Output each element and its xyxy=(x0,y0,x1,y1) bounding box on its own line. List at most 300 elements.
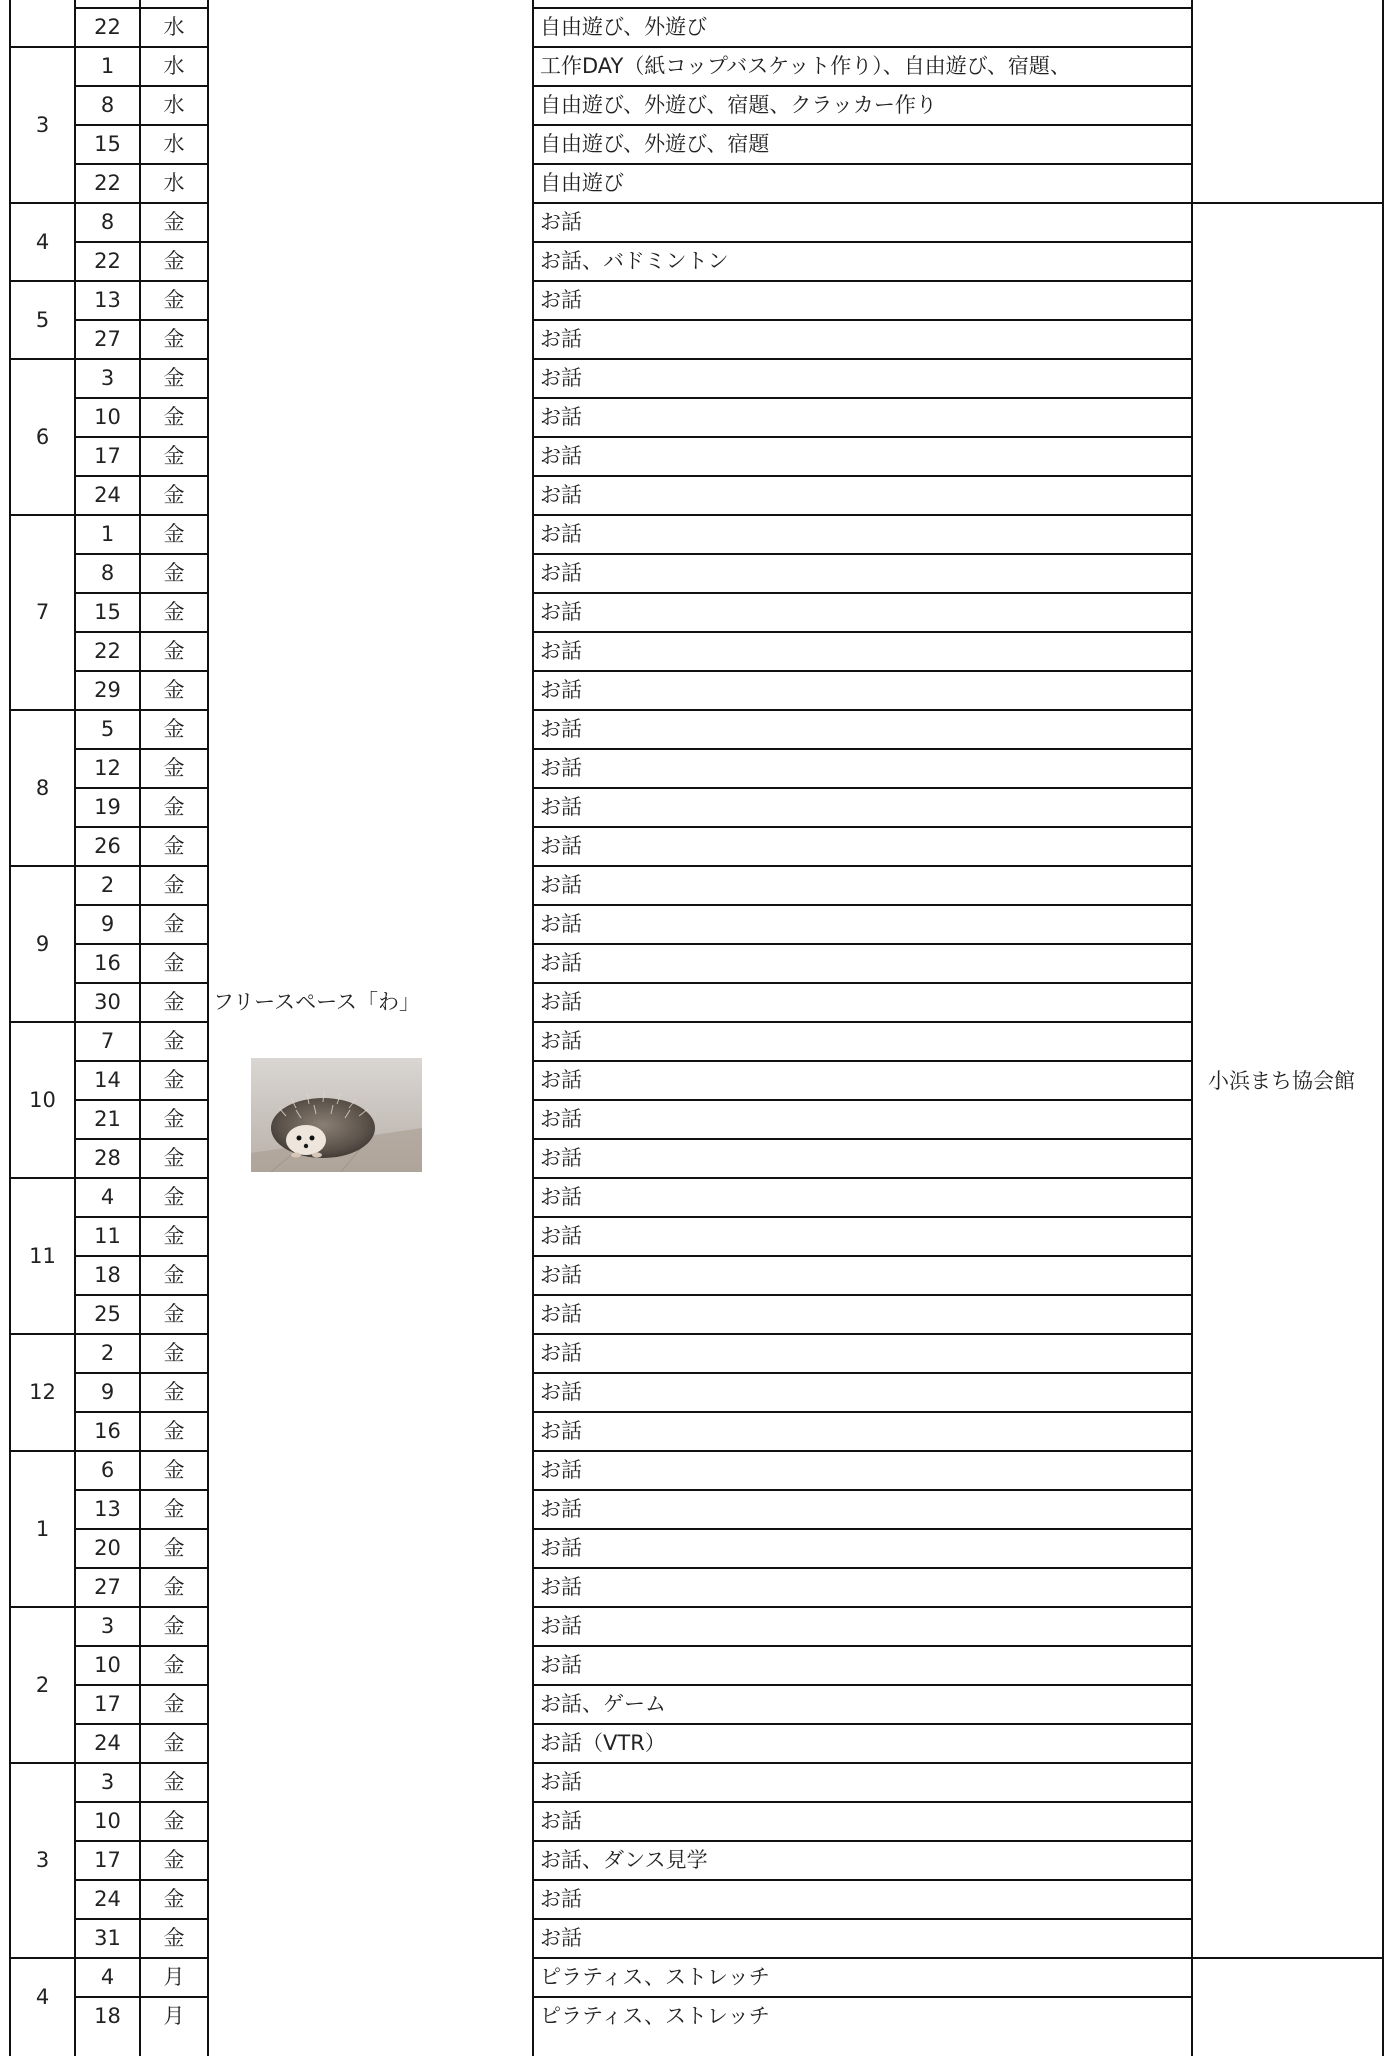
weekday-cell: 金 xyxy=(163,1029,185,1053)
row-divider xyxy=(75,865,208,867)
row-divider xyxy=(533,826,1192,828)
row-divider xyxy=(533,1216,1192,1218)
row-divider xyxy=(75,1255,208,1257)
column-divider xyxy=(532,0,534,2056)
day-cell: 29 xyxy=(94,678,121,702)
row-divider xyxy=(75,475,208,477)
activity-cell: お話 xyxy=(540,1302,582,1326)
row-divider xyxy=(533,319,1192,321)
day-cell: 17 xyxy=(94,1848,121,1872)
month-divider xyxy=(10,1177,75,1179)
month-divider xyxy=(10,709,75,711)
month-cell: 3 xyxy=(35,112,50,137)
row-divider xyxy=(533,124,1192,126)
month-divider xyxy=(10,1021,75,1023)
weekday-cell: 金 xyxy=(163,1536,185,1560)
activity-cell: お話、ゲーム xyxy=(540,1692,666,1716)
day-cell: 2 xyxy=(100,1341,115,1365)
day-cell: 7 xyxy=(100,1029,115,1053)
activity-cell: お話 xyxy=(540,1029,582,1053)
day-cell: 15 xyxy=(94,132,121,156)
day-cell: 3 xyxy=(100,1614,115,1638)
month-divider xyxy=(10,46,75,48)
row-divider xyxy=(533,787,1192,789)
row-divider xyxy=(75,85,208,87)
activity-cell: お話 xyxy=(540,639,582,663)
weekday-cell: 金 xyxy=(163,1380,185,1404)
weekday-cell: 金 xyxy=(163,717,185,741)
weekday-cell: 水 xyxy=(163,93,185,117)
row-divider xyxy=(533,1528,1192,1530)
activity-cell: お話 xyxy=(540,1185,582,1209)
row-divider xyxy=(75,1762,208,1764)
activity-cell: お話 xyxy=(540,912,582,936)
row-divider xyxy=(75,514,208,516)
activity-cell: お話 xyxy=(540,834,582,858)
row-divider xyxy=(533,1957,1192,1959)
activity-cell: お話 xyxy=(540,1146,582,1170)
weekday-cell: 金 xyxy=(163,1809,185,1833)
day-cell: 30 xyxy=(94,990,121,1014)
column-divider xyxy=(9,0,11,2056)
day-cell: 22 xyxy=(94,15,121,39)
activity-cell: お話 xyxy=(540,1575,582,1599)
weekday-cell: 金 xyxy=(163,366,185,390)
month-cell: 12 xyxy=(29,1380,56,1404)
row-divider xyxy=(533,982,1192,984)
weekday-cell: 金 xyxy=(163,1146,185,1170)
day-cell: 9 xyxy=(100,1380,115,1404)
day-cell: 13 xyxy=(94,1497,121,1521)
weekday-cell: 金 xyxy=(163,522,185,546)
month-cell: 10 xyxy=(29,1087,56,1112)
row-divider xyxy=(75,670,208,672)
row-divider xyxy=(75,748,208,750)
weekday-cell: 金 xyxy=(163,249,185,273)
row-divider xyxy=(533,1060,1192,1062)
day-cell: 10 xyxy=(94,405,121,429)
month-cell: 4 xyxy=(35,229,50,254)
activity-cell: お話 xyxy=(540,795,582,819)
row-divider xyxy=(533,163,1192,165)
month-divider xyxy=(10,1333,75,1335)
weekday-cell: 金 xyxy=(163,1692,185,1716)
weekday-cell: 金 xyxy=(163,1224,185,1248)
weekday-cell: 金 xyxy=(163,600,185,624)
day-cell: 24 xyxy=(94,483,121,507)
day-cell: 20 xyxy=(94,1536,121,1560)
day-cell: 21 xyxy=(94,1107,121,1131)
month-cell: 5 xyxy=(35,307,50,332)
day-cell: 4 xyxy=(100,1185,115,1209)
row-divider xyxy=(75,436,208,438)
weekday-cell: 金 xyxy=(163,1107,185,1131)
day-cell: 12 xyxy=(94,756,121,780)
day-cell: 10 xyxy=(94,1809,121,1833)
weekday-cell: 金 xyxy=(163,756,185,780)
activity-cell: 自由遊び xyxy=(540,171,624,195)
row-divider xyxy=(533,1840,1192,1842)
row-divider xyxy=(533,1606,1192,1608)
row-divider xyxy=(533,1918,1192,1920)
weekday-cell: 金 xyxy=(163,639,185,663)
row-divider xyxy=(75,1450,208,1452)
weekday-cell: 金 xyxy=(163,1575,185,1599)
row-divider xyxy=(75,1099,208,1101)
day-cell: 1 xyxy=(100,54,115,78)
day-cell: 27 xyxy=(94,1575,121,1599)
row-divider xyxy=(75,1996,208,1998)
row-divider xyxy=(75,1840,208,1842)
activity-cell: お話 xyxy=(540,1224,582,1248)
activity-cell: お話 xyxy=(540,1926,582,1950)
activity-cell: お話 xyxy=(540,327,582,351)
row-divider xyxy=(75,1567,208,1569)
activity-cell: お話 xyxy=(540,366,582,390)
row-divider xyxy=(75,1723,208,1725)
weekday-cell: 水 xyxy=(163,15,185,39)
weekday-cell: 金 xyxy=(163,1185,185,1209)
activity-cell: お話 xyxy=(540,288,582,312)
weekday-cell: 金 xyxy=(163,210,185,234)
activity-cell: 自由遊び、外遊び、宿題、クラッカー作り xyxy=(540,93,937,117)
activity-cell: お話 xyxy=(540,756,582,780)
row-divider xyxy=(75,397,208,399)
row-divider xyxy=(75,1333,208,1335)
row-divider xyxy=(75,1801,208,1803)
row-divider xyxy=(533,1411,1192,1413)
row-divider xyxy=(533,397,1192,399)
weekday-cell: 金 xyxy=(163,1341,185,1365)
month-divider xyxy=(10,1606,75,1608)
row-divider xyxy=(75,982,208,984)
weekday-cell: 金 xyxy=(163,444,185,468)
month-divider xyxy=(10,202,75,204)
month-divider xyxy=(10,1957,75,1959)
weekday-cell: 金 xyxy=(163,483,185,507)
month-cell: 7 xyxy=(35,600,50,624)
row-divider xyxy=(75,46,208,48)
row-divider xyxy=(533,1879,1192,1881)
month-divider xyxy=(10,1450,75,1452)
row-divider xyxy=(533,1723,1192,1725)
row-divider xyxy=(75,1216,208,1218)
weekday-cell: 月 xyxy=(163,1965,185,1989)
row-divider xyxy=(75,787,208,789)
weekday-cell: 水 xyxy=(163,132,185,156)
month-cell: 8 xyxy=(35,775,50,800)
row-divider xyxy=(75,943,208,945)
row-divider xyxy=(75,358,208,360)
row-divider xyxy=(533,1294,1192,1296)
activity-cell: お話 xyxy=(540,1341,582,1365)
month-divider xyxy=(10,1762,75,1764)
activity-cell: ピラティス、ストレッチ xyxy=(540,1965,770,1989)
weekday-cell: 金 xyxy=(163,1926,185,1950)
month-cell: 4 xyxy=(35,1984,50,2009)
activity-cell: お話（VTR） xyxy=(540,1731,666,1755)
row-divider xyxy=(533,241,1192,243)
row-divider xyxy=(75,631,208,633)
row-divider xyxy=(75,826,208,828)
activity-cell: お話 xyxy=(540,1107,582,1131)
row-divider xyxy=(533,670,1192,672)
day-cell: 6 xyxy=(100,1458,115,1482)
day-cell: 26 xyxy=(94,834,121,858)
row-divider xyxy=(533,553,1192,555)
activity-cell: 自由遊び、外遊び xyxy=(540,15,708,39)
month-cell: 11 xyxy=(29,1243,56,1268)
activity-cell: お話 xyxy=(540,1380,582,1404)
day-cell: 8 xyxy=(100,210,115,234)
weekday-cell: 金 xyxy=(163,1848,185,1872)
weekday-cell: 金 xyxy=(163,1419,185,1443)
activity-cell: お話 xyxy=(540,1419,582,1443)
activity-cell: お話、バドミントン xyxy=(540,249,729,273)
row-divider xyxy=(75,592,208,594)
section-divider xyxy=(1192,202,1383,204)
day-cell: 25 xyxy=(94,1302,121,1326)
column-divider xyxy=(1191,0,1193,2056)
row-divider xyxy=(75,1918,208,1920)
row-divider xyxy=(75,1606,208,1608)
row-divider xyxy=(75,1060,208,1062)
month-cell: 3 xyxy=(35,1848,50,1872)
activity-cell: お話 xyxy=(540,1497,582,1521)
row-divider xyxy=(75,1177,208,1179)
activity-cell: お話 xyxy=(540,1068,582,1092)
day-cell: 4 xyxy=(100,1965,115,1989)
row-divider xyxy=(533,1177,1192,1179)
day-cell: 16 xyxy=(94,951,121,975)
row-divider xyxy=(533,1099,1192,1101)
row-divider xyxy=(533,280,1192,282)
row-divider xyxy=(75,553,208,555)
weekday-cell: 金 xyxy=(163,1653,185,1677)
row-divider xyxy=(75,319,208,321)
row-divider xyxy=(533,865,1192,867)
weekday-cell: 金 xyxy=(163,795,185,819)
activity-cell: お話 xyxy=(540,405,582,429)
activity-cell: お話 xyxy=(540,1809,582,1833)
row-divider xyxy=(533,1450,1192,1452)
weekday-cell: 金 xyxy=(163,912,185,936)
day-cell: 13 xyxy=(94,288,121,312)
row-divider xyxy=(533,1684,1192,1686)
row-divider xyxy=(75,1372,208,1374)
weekday-cell: 金 xyxy=(163,1731,185,1755)
activity-cell: お話、ダンス見学 xyxy=(540,1848,708,1872)
row-divider xyxy=(533,943,1192,945)
day-cell: 22 xyxy=(94,171,121,195)
weekday-cell: 金 xyxy=(163,405,185,429)
day-cell: 22 xyxy=(94,249,121,273)
weekday-cell: 金 xyxy=(163,834,185,858)
day-cell: 1 xyxy=(100,522,115,546)
row-divider xyxy=(533,1996,1192,1998)
day-cell: 18 xyxy=(94,2004,121,2028)
activity-cell: お話 xyxy=(540,717,582,741)
month-cell: 2 xyxy=(35,1672,50,1697)
weekday-cell: 金 xyxy=(163,1302,185,1326)
activity-cell: お話 xyxy=(540,561,582,585)
row-divider xyxy=(533,1645,1192,1647)
month-divider xyxy=(10,865,75,867)
month-divider xyxy=(10,514,75,516)
row-divider xyxy=(533,358,1192,360)
row-divider xyxy=(533,46,1192,48)
weekday-cell: 金 xyxy=(163,1887,185,1911)
day-cell: 17 xyxy=(94,444,121,468)
activity-cell: お話 xyxy=(540,444,582,468)
row-divider xyxy=(75,1684,208,1686)
row-divider xyxy=(533,1138,1192,1140)
activity-cell: お話 xyxy=(540,600,582,624)
weekday-cell: 月 xyxy=(163,2004,185,2028)
month-cell xyxy=(10,8,75,47)
row-divider xyxy=(75,1957,208,1959)
row-divider xyxy=(75,1138,208,1140)
row-divider xyxy=(75,1528,208,1530)
row-divider xyxy=(533,514,1192,516)
activity-cell: お話 xyxy=(540,522,582,546)
month-divider xyxy=(10,280,75,282)
row-divider xyxy=(533,1762,1192,1764)
row-divider xyxy=(533,1333,1192,1335)
activity-cell: お話 xyxy=(540,1614,582,1638)
row-divider xyxy=(533,748,1192,750)
weekday-cell: 水 xyxy=(163,54,185,78)
month-cell: 6 xyxy=(35,424,50,449)
row-divider xyxy=(533,202,1192,204)
row-divider xyxy=(75,1879,208,1881)
day-cell: 16 xyxy=(94,1419,121,1443)
weekday-cell: 金 xyxy=(163,561,185,585)
row-divider xyxy=(533,436,1192,438)
column-divider xyxy=(1382,0,1384,2056)
activity-cell: お話 xyxy=(540,210,582,234)
hedgehog-image xyxy=(251,1058,422,1172)
column-divider xyxy=(139,0,141,2056)
activity-cell: ピラティス、ストレッチ xyxy=(540,2004,770,2028)
activity-cell: お話 xyxy=(540,873,582,897)
day-cell: 8 xyxy=(100,93,115,117)
row-divider xyxy=(75,163,208,165)
column-divider xyxy=(74,0,76,2056)
row-divider xyxy=(533,631,1192,633)
activity-cell: お話 xyxy=(540,1263,582,1287)
weekday-cell: 金 xyxy=(163,1614,185,1638)
day-cell: 11 xyxy=(94,1224,121,1248)
day-cell: 10 xyxy=(94,1653,121,1677)
activity-cell: 自由遊び、外遊び、宿題 xyxy=(540,132,770,156)
day-cell: 9 xyxy=(100,912,115,936)
row-divider xyxy=(75,904,208,906)
weekday-cell: 金 xyxy=(163,990,185,1014)
activity-cell: お話 xyxy=(540,1653,582,1677)
row-divider xyxy=(75,709,208,711)
activity-cell: お話 xyxy=(540,678,582,702)
place-name: フリースペース「わ」 xyxy=(213,990,421,1014)
row-divider xyxy=(533,7,1192,9)
month-divider xyxy=(10,358,75,360)
day-cell: 18 xyxy=(94,1263,121,1287)
activity-cell: お話 xyxy=(540,1887,582,1911)
row-divider xyxy=(533,709,1192,711)
day-cell: 8 xyxy=(100,561,115,585)
activity-cell: お話 xyxy=(540,483,582,507)
day-cell: 5 xyxy=(100,717,115,741)
row-divider xyxy=(533,1372,1192,1374)
day-cell: 2 xyxy=(100,873,115,897)
row-divider xyxy=(533,1255,1192,1257)
row-divider xyxy=(75,124,208,126)
row-divider xyxy=(533,1801,1192,1803)
activity-cell: お話 xyxy=(540,1770,582,1794)
weekday-cell: 金 xyxy=(163,327,185,351)
activity-cell: 工作DAY（紙コップバスケット作り）、自由遊び、宿題、 xyxy=(540,54,1071,78)
row-divider xyxy=(75,241,208,243)
column-divider xyxy=(207,0,209,2056)
day-cell: 15 xyxy=(94,600,121,624)
weekday-cell: 金 xyxy=(163,288,185,312)
day-cell: 3 xyxy=(100,366,115,390)
row-divider xyxy=(75,1411,208,1413)
weekday-cell: 金 xyxy=(163,1068,185,1092)
day-cell: 31 xyxy=(94,1926,121,1950)
day-cell: 24 xyxy=(94,1887,121,1911)
row-divider xyxy=(75,7,208,9)
row-divider xyxy=(533,1021,1192,1023)
row-divider xyxy=(533,904,1192,906)
venue-name: 小浜まち協会館 xyxy=(1208,1069,1355,1093)
weekday-cell: 金 xyxy=(163,1263,185,1287)
weekday-cell: 金 xyxy=(163,873,185,897)
row-divider xyxy=(75,1294,208,1296)
activity-cell: お話 xyxy=(540,951,582,975)
row-divider xyxy=(533,85,1192,87)
row-divider xyxy=(533,1489,1192,1491)
row-divider xyxy=(533,1567,1192,1569)
day-cell: 24 xyxy=(94,1731,121,1755)
month-cell: 1 xyxy=(35,1516,50,1541)
row-divider xyxy=(75,202,208,204)
row-divider xyxy=(533,592,1192,594)
day-cell: 27 xyxy=(94,327,121,351)
weekday-cell: 金 xyxy=(163,1458,185,1482)
day-cell: 3 xyxy=(100,1770,115,1794)
row-divider xyxy=(75,1021,208,1023)
activity-cell: お話 xyxy=(540,990,582,1014)
row-divider xyxy=(75,280,208,282)
weekday-cell: 水 xyxy=(163,171,185,195)
row-divider xyxy=(75,1489,208,1491)
day-cell: 17 xyxy=(94,1692,121,1716)
section-divider xyxy=(1192,1957,1383,1959)
day-cell: 28 xyxy=(94,1146,121,1170)
row-divider xyxy=(75,1645,208,1647)
day-cell: 22 xyxy=(94,639,121,663)
activity-cell: お話 xyxy=(540,1458,582,1482)
weekday-cell: 金 xyxy=(163,1497,185,1521)
weekday-cell: 金 xyxy=(163,678,185,702)
weekday-cell: 金 xyxy=(163,951,185,975)
activity-cell: お話 xyxy=(540,1536,582,1560)
day-cell: 14 xyxy=(94,1068,121,1092)
row-divider xyxy=(533,475,1192,477)
day-cell: 19 xyxy=(94,795,121,819)
month-cell: 9 xyxy=(35,931,50,956)
